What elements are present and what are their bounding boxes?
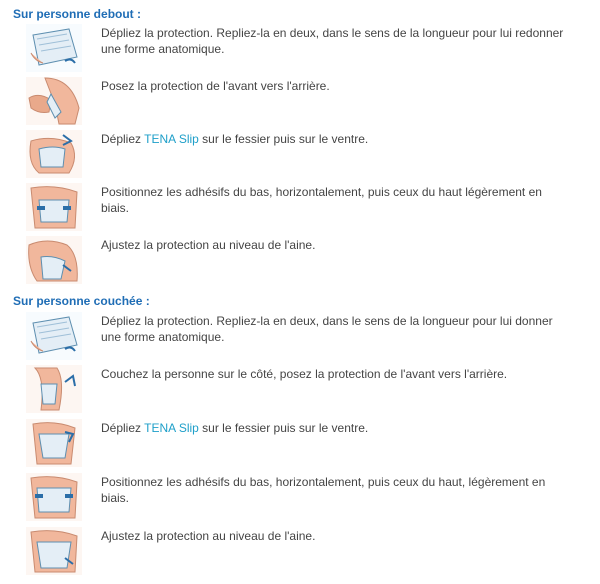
step-lying-3	[22, 418, 592, 470]
step-text: Positionnez les adhésifs du bas, horizontalement, puis ceux du haut légèrement en biais.	[101, 185, 542, 215]
unfold-buttocks-icon	[25, 129, 83, 179]
text-before-link: Dépliez	[101, 132, 145, 146]
side-lying-placement-icon	[25, 364, 83, 414]
step-text: Couchez la personne sur le côté, posez la protection de l'avant vers l'arrière.	[101, 367, 508, 381]
step-lying-4	[22, 472, 592, 524]
step-text	[101, 131, 571, 147]
step-lying-1	[22, 311, 592, 363]
step-text: Positionnez les adhésifs du bas, horizontalement, puis ceux du haut, légèrement en biais.	[101, 475, 546, 505]
unfolded-protection-icon	[25, 311, 83, 361]
unfold-belly-icon	[25, 418, 83, 468]
section-title-lying: Sur personne couchée :	[13, 294, 150, 308]
step-standing-4	[22, 182, 592, 234]
text-after-link: sur le fessier puis sur le ventre.	[198, 132, 369, 146]
step-text: Dépliez la protection. Repliez-la en deux, dans le sens de la longueur pour lui redonner une forme anatomique.	[101, 26, 564, 56]
step-text: Posez la protection de l'avant vers l'arrière.	[101, 79, 330, 93]
groin-adjust-icon	[25, 526, 83, 576]
adhesive-tabs-icon	[25, 472, 83, 522]
step-text: Dépliez la protection. Repliez-la en deux, dans le sens de la longueur pour lui donner une forme anatomique.	[101, 314, 553, 344]
front-to-back-placement-icon	[25, 76, 83, 126]
step-standing-1	[22, 23, 592, 75]
step-text: Ajustez la protection au niveau de l'aine.	[101, 238, 316, 252]
step-lying-5	[22, 526, 592, 578]
tena-slip-link[interactable]: TENA Slip	[144, 421, 199, 435]
step-standing-5	[22, 235, 592, 287]
adhesive-tabs-icon	[25, 182, 83, 232]
unfolded-protection-icon	[25, 23, 83, 73]
text-after-link: sur le fessier puis sur le ventre.	[198, 421, 369, 435]
step-lying-2	[22, 364, 592, 416]
step-standing-3	[22, 129, 592, 181]
groin-adjust-icon	[25, 235, 83, 285]
text-before-link: Dépliez	[101, 421, 145, 435]
step-text	[101, 420, 571, 436]
tena-slip-link[interactable]: TENA Slip	[144, 132, 199, 146]
step-standing-2	[22, 76, 592, 128]
step-text: Ajustez la protection au niveau de l'aine.	[101, 529, 316, 543]
section-title-standing: Sur personne debout :	[13, 7, 142, 21]
